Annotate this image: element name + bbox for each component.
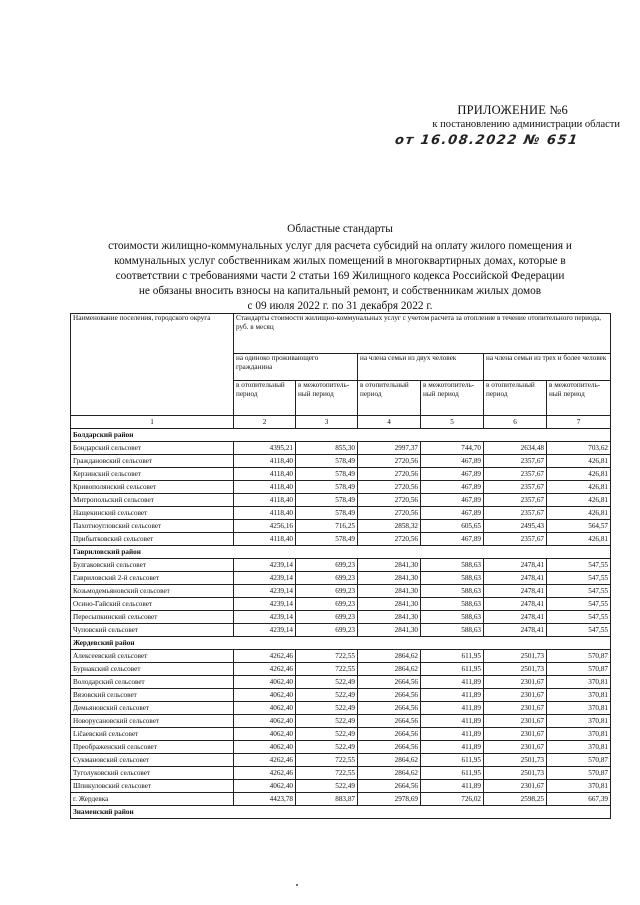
standard-value: 2357,67: [484, 494, 547, 507]
district-name: Знаменский район: [71, 806, 611, 819]
standard-value: 370,81: [547, 689, 611, 702]
standard-value: 426,81: [547, 481, 611, 494]
standard-value: 2478,41: [484, 572, 547, 585]
settlement-name: Володарский сельсовет: [71, 676, 234, 689]
header-nonheating: в межотопитель-ный период: [296, 381, 358, 416]
standard-value: 605,65: [421, 520, 484, 533]
table-row: [71, 455, 611, 468]
standard-value: 2664,56: [358, 741, 421, 754]
standard-value: 4062,40: [234, 689, 296, 702]
standard-value: 522,49: [296, 780, 358, 793]
table-row: [71, 780, 611, 793]
table-row: [71, 572, 611, 585]
standard-value: 370,81: [547, 728, 611, 741]
standard-value: 2664,56: [358, 676, 421, 689]
standard-value: 4118,40: [234, 481, 296, 494]
header-name: Наименование поселения, городского округа: [71, 314, 234, 416]
standard-value: 2841,30: [358, 559, 421, 572]
standard-value: 2501,73: [484, 663, 547, 676]
standard-value: 467,89: [421, 533, 484, 546]
header-heating: в отопительный период: [234, 381, 296, 416]
standard-value: 2664,56: [358, 715, 421, 728]
col-number: 2: [234, 416, 296, 429]
standard-value: 4262,46: [234, 663, 296, 676]
title-line: не обязаны вносить взносы на капитальный ремонт, и собственникам жилых домов: [138, 285, 542, 297]
standard-value: 2301,67: [484, 689, 547, 702]
col-number: 3: [296, 416, 358, 429]
standard-value: 2720,56: [358, 533, 421, 546]
standard-value: 2301,67: [484, 741, 547, 754]
settlement-name: Бурнакский сельсовет: [71, 663, 234, 676]
standard-value: 2720,56: [358, 455, 421, 468]
settlement-name: Граждановский сельсовет: [71, 455, 234, 468]
standard-value: 547,55: [547, 598, 611, 611]
standard-value: 426,81: [547, 533, 611, 546]
standard-value: 4118,40: [234, 468, 296, 481]
standard-value: 611,95: [421, 767, 484, 780]
standard-value: 2841,30: [358, 572, 421, 585]
header-heating: в отопительный период: [484, 381, 547, 416]
settlement-name: Козьмодемьяновский сельсовет: [71, 585, 234, 598]
standard-value: 522,49: [296, 676, 358, 689]
document-title: [60, 222, 620, 314]
table-row: [71, 481, 611, 494]
settlement-name: г. Жердевка: [71, 793, 234, 806]
standard-value: 2841,30: [358, 624, 421, 637]
col-number: 6: [484, 416, 547, 429]
standard-value: 699,23: [296, 585, 358, 598]
district-name: Жердевский район: [71, 637, 611, 650]
standard-value: 2301,67: [484, 702, 547, 715]
standard-value: 2720,56: [358, 507, 421, 520]
standard-value: 4062,40: [234, 702, 296, 715]
standard-value: 370,81: [547, 702, 611, 715]
standard-value: 2478,41: [484, 598, 547, 611]
appendix-title: ПРИЛОЖЕНИЕ №6: [457, 103, 568, 117]
standard-value: 699,23: [296, 598, 358, 611]
standard-value: 716,25: [296, 520, 358, 533]
table-row: [71, 741, 611, 754]
settlement-name: Преображенский сельсовет: [71, 741, 234, 754]
standard-value: 4423,78: [234, 793, 296, 806]
standard-value: 2357,67: [484, 533, 547, 546]
standard-value: 522,49: [296, 715, 358, 728]
standard-value: 2720,56: [358, 481, 421, 494]
standards-table: [70, 313, 611, 819]
standard-value: 564,57: [547, 520, 611, 533]
standard-value: 2664,56: [358, 780, 421, 793]
standard-value: 4118,40: [234, 455, 296, 468]
table-row: [71, 728, 611, 741]
standard-value: 547,55: [547, 611, 611, 624]
standard-value: 2664,56: [358, 702, 421, 715]
standard-value: 855,30: [296, 442, 358, 455]
settlement-name: Осино-Гайский сельсовет: [71, 598, 234, 611]
standard-value: 547,55: [547, 572, 611, 585]
standard-value: 588,63: [421, 559, 484, 572]
standard-value: 522,49: [296, 741, 358, 754]
standard-value: 578,49: [296, 507, 358, 520]
standard-value: 611,95: [421, 663, 484, 676]
standard-value: 2664,56: [358, 728, 421, 741]
table-row: [71, 611, 611, 624]
settlement-name: Прибытковский сельсовет: [71, 533, 234, 546]
standard-value: 588,63: [421, 598, 484, 611]
col-number: 5: [421, 416, 484, 429]
standard-value: 411,89: [421, 728, 484, 741]
standard-value: 411,89: [421, 689, 484, 702]
table-row: [71, 624, 611, 637]
settlement-name: Нащекинский сельсовет: [71, 507, 234, 520]
standard-value: 578,49: [296, 468, 358, 481]
district-name: Болдарский район: [71, 429, 611, 442]
standard-value: 722,55: [296, 650, 358, 663]
col-number: 7: [547, 416, 611, 429]
settlement-name: Вязовский сельсовет: [71, 689, 234, 702]
settlement-name: Сукмановский сельсовет: [71, 754, 234, 767]
standard-value: 522,49: [296, 689, 358, 702]
table-row: [71, 468, 611, 481]
standard-value: 426,81: [547, 468, 611, 481]
header-nonheating: в межотопитель-ный период: [547, 381, 611, 416]
standard-value: 547,55: [547, 624, 611, 637]
standard-value: 722,55: [296, 754, 358, 767]
standard-value: 370,81: [547, 676, 611, 689]
standard-value: 411,89: [421, 780, 484, 793]
district-name: Гавриловский район: [71, 546, 611, 559]
standard-value: 4239,14: [234, 559, 296, 572]
header-group-three: на члена семьи из трех и более человек: [484, 354, 611, 381]
standard-value: 744,70: [421, 442, 484, 455]
standard-value: 2357,67: [484, 455, 547, 468]
standard-value: 2478,41: [484, 611, 547, 624]
header-group-two: на члена семьи из двух человек: [358, 354, 484, 381]
standard-value: 2978,69: [358, 793, 421, 806]
settlement-name: Чуповский сельсовет: [71, 624, 234, 637]
standard-value: 578,49: [296, 481, 358, 494]
standard-value: 2495,43: [484, 520, 547, 533]
standard-value: 883,87: [296, 793, 358, 806]
table-row: [71, 442, 611, 455]
table-row: [71, 494, 611, 507]
settlement-name: Туголуковский сельсовет: [71, 767, 234, 780]
standard-value: 2664,56: [358, 689, 421, 702]
settlement-name: Алексеевский сельсовет: [71, 650, 234, 663]
standard-value: 726,02: [421, 793, 484, 806]
standard-value: 2478,41: [484, 624, 547, 637]
table-row: [71, 767, 611, 780]
table-row: [71, 507, 611, 520]
standard-value: 2357,67: [484, 468, 547, 481]
page-mark: [296, 884, 298, 886]
standard-value: 2864,62: [358, 754, 421, 767]
standard-value: 2357,67: [484, 507, 547, 520]
standard-value: 4062,40: [234, 715, 296, 728]
settlement-name: Кривополянский сельсовет: [71, 481, 234, 494]
table-row: [71, 689, 611, 702]
district-row: [71, 429, 611, 442]
table-row: [71, 650, 611, 663]
table-row: [71, 598, 611, 611]
standard-value: 2478,41: [484, 585, 547, 598]
title-line: соответствии с требованиями части 2 статьи 169 Жилищного кодекса Российской Федерации: [115, 270, 565, 282]
standard-value: 4239,14: [234, 611, 296, 624]
table-row: [71, 663, 611, 676]
standard-value: 547,55: [547, 585, 611, 598]
settlement-name: Ličaевский сельсовет: [71, 728, 234, 741]
settlement-name: Керзинский сельсовет: [71, 468, 234, 481]
table-row: [71, 676, 611, 689]
standard-value: 2501,73: [484, 650, 547, 663]
standard-value: 2720,56: [358, 494, 421, 507]
standard-value: 467,89: [421, 455, 484, 468]
standard-value: 611,95: [421, 650, 484, 663]
standard-value: 588,63: [421, 572, 484, 585]
standard-value: 4062,40: [234, 741, 296, 754]
table-row: [71, 559, 611, 572]
header-group-single: на одиноко проживающего гражданина: [234, 354, 358, 381]
standard-value: 426,81: [547, 494, 611, 507]
standard-value: 2501,73: [484, 767, 547, 780]
table-row: [71, 585, 611, 598]
title-line: Областные стандарты: [287, 223, 393, 235]
standard-value: 370,81: [547, 715, 611, 728]
standard-value: 2301,67: [484, 780, 547, 793]
table-row: [71, 793, 611, 806]
standard-value: 2501,73: [484, 754, 547, 767]
standard-value: 2841,30: [358, 598, 421, 611]
standard-value: 4395,21: [234, 442, 296, 455]
settlement-name: Гавриловский 2-й сельсовет: [71, 572, 234, 585]
standard-value: 2634,48: [484, 442, 547, 455]
settlement-name: Пахотноугловский сельсовет: [71, 520, 234, 533]
header-nonheating: в межотопитель-ный период: [421, 381, 484, 416]
district-row: [71, 637, 611, 650]
standard-value: 588,63: [421, 585, 484, 598]
standard-value: 578,49: [296, 494, 358, 507]
standard-value: 4118,40: [234, 494, 296, 507]
standard-value: 2864,62: [358, 767, 421, 780]
standard-value: 4118,40: [234, 507, 296, 520]
col-number: 1: [71, 416, 234, 429]
standard-value: 4239,14: [234, 585, 296, 598]
standard-value: 703,62: [547, 442, 611, 455]
standard-value: 2864,62: [358, 650, 421, 663]
standard-value: 4239,14: [234, 572, 296, 585]
title-line: коммунальных услуг собственникам жилых помещений в многоквартирных домах, которые в: [114, 255, 566, 267]
standard-value: 722,55: [296, 663, 358, 676]
settlement-name: Новорусановский сельсовет: [71, 715, 234, 728]
standard-value: 370,81: [547, 741, 611, 754]
standard-value: 2357,67: [484, 481, 547, 494]
district-row: [71, 546, 611, 559]
standard-value: 411,89: [421, 741, 484, 754]
settlement-name: Бондарский сельсовет: [71, 442, 234, 455]
standard-value: 2301,67: [484, 728, 547, 741]
standard-value: 4118,40: [234, 533, 296, 546]
standard-value: 611,95: [421, 754, 484, 767]
standard-value: 411,89: [421, 715, 484, 728]
standard-value: 570,87: [547, 650, 611, 663]
standard-value: 411,89: [421, 702, 484, 715]
standard-value: 426,81: [547, 455, 611, 468]
table-row: [71, 520, 611, 533]
standard-value: 4262,46: [234, 767, 296, 780]
standard-value: 4262,46: [234, 650, 296, 663]
standard-value: 667,39: [547, 793, 611, 806]
table-row: [71, 715, 611, 728]
handwritten-signature: от 16.08.2022 № 651: [393, 133, 580, 148]
standard-value: 4239,14: [234, 598, 296, 611]
standard-value: 411,89: [421, 676, 484, 689]
standard-value: 522,49: [296, 728, 358, 741]
title-line: с 09 июля 2022 г. по 31 декабря 2022 г.: [247, 300, 433, 312]
standard-value: 370,81: [547, 780, 611, 793]
standard-value: 2997,37: [358, 442, 421, 455]
column-numbers-row: [71, 416, 611, 429]
standard-value: 2301,67: [484, 715, 547, 728]
standard-value: 467,89: [421, 507, 484, 520]
standard-value: 4062,40: [234, 728, 296, 741]
standard-value: 570,87: [547, 663, 611, 676]
standard-value: 4062,40: [234, 676, 296, 689]
standard-value: 467,89: [421, 468, 484, 481]
header-main: Стандарты стоимости жилищно-коммунальных услуг с учетом расчета за отопление в течение отопительного периода, руб. в месяц: [234, 314, 611, 354]
standard-value: 699,23: [296, 624, 358, 637]
standard-value: 722,55: [296, 767, 358, 780]
settlement-name: Демьяновский сельсовет: [71, 702, 234, 715]
standard-value: 2720,56: [358, 468, 421, 481]
standard-value: 4262,46: [234, 754, 296, 767]
settlement-name: Пересыпкинский сельсовет: [71, 611, 234, 624]
settlement-name: Митропольский сельсовет: [71, 494, 234, 507]
standard-value: 699,23: [296, 611, 358, 624]
standard-value: 426,81: [547, 507, 611, 520]
header-heating: в отопительный период: [358, 381, 421, 416]
standard-value: 578,49: [296, 533, 358, 546]
settlement-name: Шпикуловский сельсовет: [71, 780, 234, 793]
standard-value: 4239,14: [234, 624, 296, 637]
standard-value: 2841,30: [358, 585, 421, 598]
standard-value: 570,87: [547, 767, 611, 780]
standard-value: 699,23: [296, 559, 358, 572]
title-line: стоимости жилищно-коммунальных услуг для расчета субсидий на оплату жилого помещения и: [108, 240, 572, 252]
standard-value: 2301,67: [484, 676, 547, 689]
standard-value: 2864,62: [358, 663, 421, 676]
standard-value: 2841,30: [358, 611, 421, 624]
settlement-name: Булгаковский сельсовет: [71, 559, 234, 572]
table-row: [71, 754, 611, 767]
standard-value: 578,49: [296, 455, 358, 468]
col-number: 4: [358, 416, 421, 429]
standard-value: 588,63: [421, 611, 484, 624]
standard-value: 699,23: [296, 572, 358, 585]
district-row: [71, 806, 611, 819]
standard-value: 2598,25: [484, 793, 547, 806]
table-row: [71, 533, 611, 546]
standard-value: 467,89: [421, 494, 484, 507]
standard-value: 570,87: [547, 754, 611, 767]
standard-value: 2858,32: [358, 520, 421, 533]
standard-value: 547,55: [547, 559, 611, 572]
standard-value: 4062,40: [234, 780, 296, 793]
standard-value: 588,63: [421, 624, 484, 637]
standard-value: 4256,16: [234, 520, 296, 533]
standard-value: 2478,41: [484, 559, 547, 572]
standard-value: 522,49: [296, 702, 358, 715]
standard-value: 467,89: [421, 481, 484, 494]
table-row: [71, 702, 611, 715]
appendix-subtitle: к постановлению администрации области: [432, 119, 620, 130]
